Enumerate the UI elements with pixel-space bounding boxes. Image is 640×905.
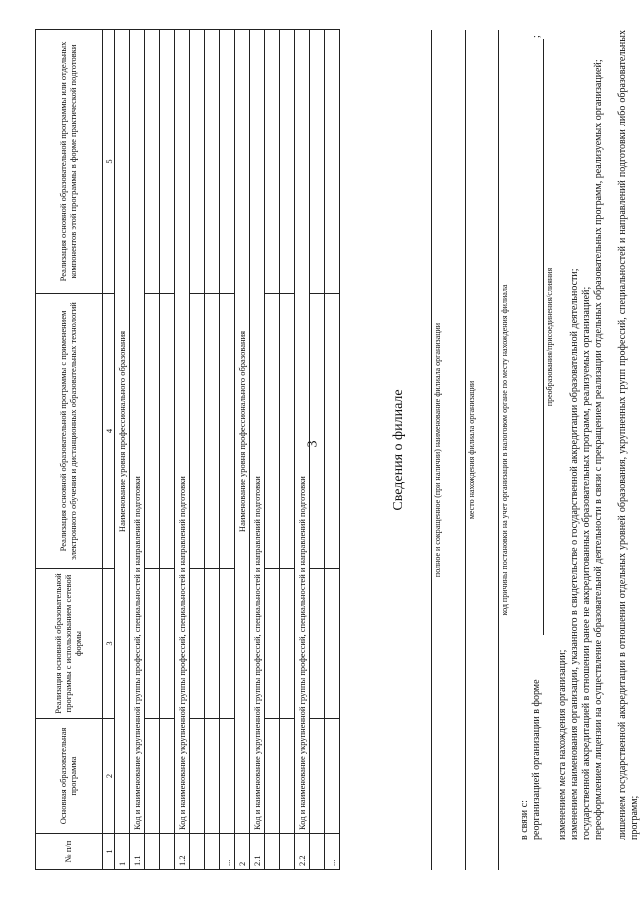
group-code-cell: Код и наименование укрупненной группы профессий, специальностей и направлений подготовки bbox=[295, 30, 310, 834]
branch-location-line bbox=[465, 30, 466, 870]
column-numbers-row bbox=[103, 30, 115, 870]
column-number: 3 bbox=[103, 569, 115, 719]
table-row bbox=[145, 30, 160, 870]
row-number: 2.1 bbox=[250, 834, 265, 870]
branch-name-line bbox=[431, 30, 432, 870]
row-number: 2 bbox=[235, 834, 250, 870]
row-number: 2.2 bbox=[295, 834, 310, 870]
programs-table bbox=[35, 29, 340, 870]
reason-item: государственной аккредитацией в отношении ранее не аккредитованных образовательных программ, реализуемых организацией; bbox=[581, 286, 592, 840]
table-row bbox=[115, 30, 130, 870]
table-row bbox=[205, 30, 220, 870]
reason-item: лишением государственной аккредитации в отношении отдельных уровней образования, укрупненных групп профессий, специальностей и направлений подготовки либо образовательных программ; bbox=[617, 30, 640, 840]
branch-name-caption: полное и сокращенное (при наличии) наименование филиала организации bbox=[433, 322, 442, 578]
reorganization-label: реорганизацией организации в форме bbox=[531, 679, 542, 840]
table-row bbox=[160, 30, 175, 870]
table-row bbox=[250, 30, 265, 870]
branch-kpp-line bbox=[498, 30, 499, 870]
column-number: 4 bbox=[103, 294, 115, 569]
reorganization-caption: преобразования/присоединения/слияния bbox=[545, 267, 554, 407]
branch-kpp-caption: код причины постановки на учет организации в налоговом органе по месту нахождения филиала bbox=[500, 284, 509, 616]
reason-item: изменением наименования организации, указанного в свидетельстве о государственной аккредитации образовательной деятельности; bbox=[569, 268, 580, 840]
row-number: ... bbox=[325, 834, 340, 870]
table-row bbox=[235, 30, 250, 870]
column-number: 1 bbox=[103, 834, 115, 870]
table-row bbox=[130, 30, 145, 870]
table-row bbox=[280, 30, 295, 870]
row-number: ... bbox=[220, 834, 235, 870]
rotated-page-content bbox=[35, 30, 640, 870]
reason-intro: в связи с: bbox=[519, 800, 530, 840]
column-number: 2 bbox=[103, 719, 115, 834]
row-number: 1.2 bbox=[175, 834, 190, 870]
branch-location-caption: место нахождения филиала организации bbox=[467, 380, 476, 520]
table-row bbox=[265, 30, 280, 870]
reorganization-line bbox=[543, 39, 544, 635]
group-code-cell: Код и наименование укрупненной группы профессий, специальностей и направлений подготовки bbox=[175, 30, 190, 834]
table-row bbox=[325, 30, 340, 870]
education-level-cell: Наименование уровня профессионального образования bbox=[235, 30, 250, 834]
header-number: № п/п bbox=[36, 834, 103, 870]
table-row bbox=[310, 30, 325, 870]
section-title: Сведения о филиале bbox=[391, 389, 406, 511]
reason-item: переоформлением лицензии на осуществление образовательной деятельности в связи с прекращением реализации отдельных образовательных программ, реализуемых организацией; bbox=[593, 59, 604, 840]
row-number: 1.1 bbox=[130, 834, 145, 870]
column-number: 5 bbox=[103, 30, 115, 294]
group-code-cell: Код и наименование укрупненной группы профессий, специальностей и направлений подготовки bbox=[130, 30, 145, 834]
table-row bbox=[220, 30, 235, 870]
header-program: Основная образовательная программа bbox=[36, 719, 103, 834]
reorganization-end: ; bbox=[531, 35, 542, 38]
page-number: 3 bbox=[305, 440, 321, 448]
table-row bbox=[175, 30, 190, 870]
group-code-cell: Код и наименование укрупненной группы профессий, специальностей и направлений подготовки bbox=[250, 30, 265, 834]
table-header-row bbox=[36, 30, 103, 870]
header-e-learning: Реализация основной образовательной программы с применением электронного обучения и дистанционных образовательных технологий bbox=[36, 294, 103, 569]
row-number: 1 bbox=[115, 834, 130, 870]
header-practical-training: Реализация основной образовательной программы или отдельных компонентов этой программы в форме практической подготовки bbox=[36, 30, 103, 294]
reason-item: изменением места нахождения организации; bbox=[557, 649, 568, 840]
education-level-cell: Наименование уровня профессионального образования bbox=[115, 30, 130, 834]
table-row bbox=[190, 30, 205, 870]
header-network-form: Реализация основной образовательной программы с использованием сетевой формы bbox=[36, 569, 103, 719]
table-row bbox=[295, 30, 310, 870]
